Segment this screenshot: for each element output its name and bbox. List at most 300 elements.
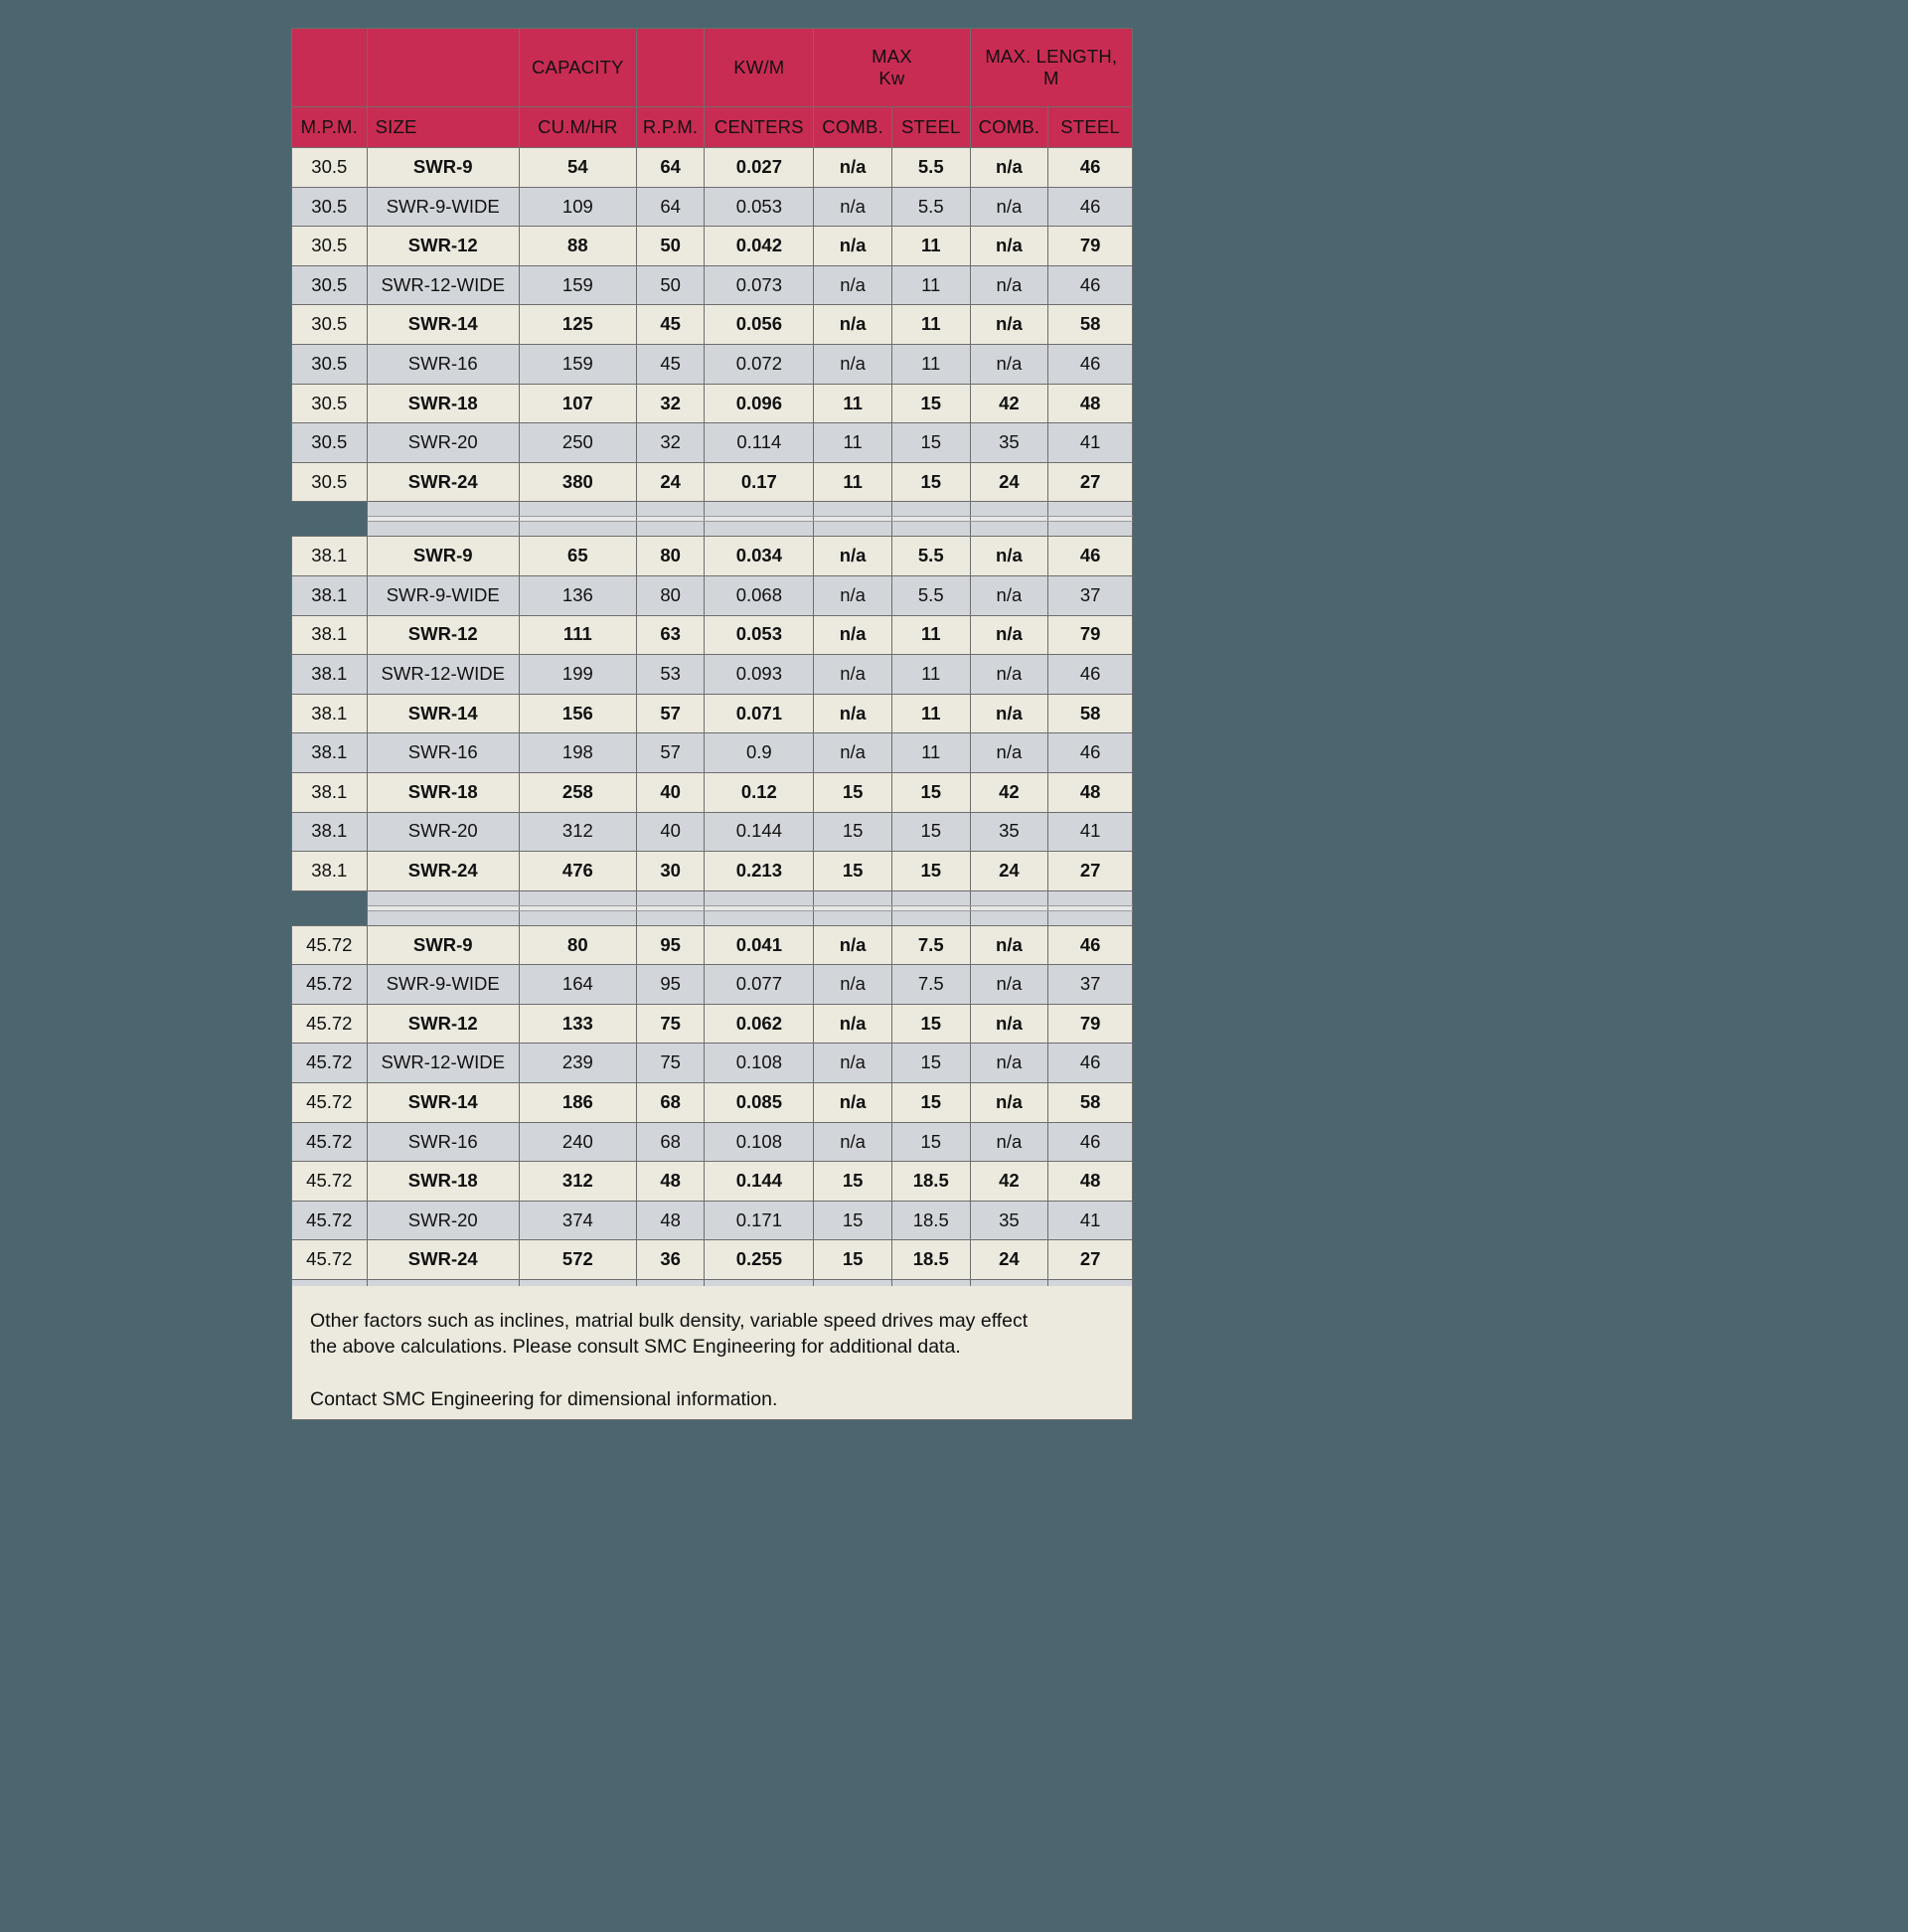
cell-kw-comb: n/a: [814, 537, 892, 576]
cell-rpm: 57: [636, 694, 705, 733]
cell-kw-comb: n/a: [814, 1004, 892, 1044]
separator-cell: [292, 522, 368, 537]
cell-rpm: 64: [636, 187, 705, 227]
header-capacity: CAPACITY: [519, 29, 636, 107]
cell-size: SWR-14: [367, 694, 519, 733]
separator-cell: [636, 522, 705, 537]
cell-capacity: 136: [519, 575, 636, 615]
table-row: [292, 812, 1133, 852]
cell-centers: 0.042: [705, 227, 814, 266]
cell-mpm: 38.1: [292, 575, 368, 615]
cell-capacity: 250: [519, 423, 636, 463]
block-separator: [292, 522, 1133, 537]
cell-rpm: 64: [636, 148, 705, 188]
cell-length-steel: 46: [1048, 265, 1133, 305]
header-max-length-line2: M: [1042, 68, 1059, 88]
cell-kw-comb: n/a: [814, 227, 892, 266]
cell-kw-steel: 11: [891, 265, 970, 305]
header-blank-size: [367, 29, 519, 107]
cell-length-steel: 46: [1048, 733, 1133, 773]
table-row: [292, 344, 1133, 384]
cell-length-steel: 37: [1048, 575, 1133, 615]
separator-cell: [519, 910, 636, 925]
cell-rpm: 36: [636, 1240, 705, 1280]
cell-length-comb: n/a: [970, 187, 1048, 227]
separator-cell: [891, 522, 970, 537]
separator-cell: [519, 522, 636, 537]
separator-cell: [367, 910, 519, 925]
cell-mpm: 45.72: [292, 1004, 368, 1044]
separator-cell: [814, 890, 892, 905]
table-row: [292, 1083, 1133, 1123]
separator-cell: [891, 502, 970, 517]
cell-size: SWR-9-WIDE: [367, 965, 519, 1005]
cell-rpm: 32: [636, 423, 705, 463]
cell-size: SWR-24: [367, 1240, 519, 1280]
cell-centers: 0.144: [705, 812, 814, 852]
cell-centers: 0.108: [705, 1044, 814, 1083]
cell-kw-comb: 15: [814, 1201, 892, 1240]
cell-centers: 0.053: [705, 615, 814, 655]
block-separator: [292, 502, 1133, 517]
cell-length-steel: 41: [1048, 812, 1133, 852]
cell-length-steel: 79: [1048, 615, 1133, 655]
header-rpm: R.P.M.: [636, 107, 705, 148]
cell-size: SWR-20: [367, 812, 519, 852]
cell-rpm: 57: [636, 733, 705, 773]
table-row: [292, 305, 1133, 345]
cell-kw-comb: n/a: [814, 655, 892, 695]
separator-cell: [891, 890, 970, 905]
cell-length-steel: 79: [1048, 1004, 1133, 1044]
header-max-length: [970, 29, 1132, 107]
cell-mpm: 30.5: [292, 265, 368, 305]
cell-capacity: 133: [519, 1004, 636, 1044]
cell-kw-steel: 15: [891, 812, 970, 852]
conveyor-capacity-table: [291, 28, 1133, 1315]
cell-size: SWR-14: [367, 305, 519, 345]
cell-kw-steel: 15: [891, 384, 970, 423]
separator-cell: [1048, 890, 1133, 905]
cell-length-comb: 24: [970, 852, 1048, 891]
cell-length-comb: n/a: [970, 965, 1048, 1005]
cell-mpm: 30.5: [292, 384, 368, 423]
separator-cell: [970, 522, 1048, 537]
separator-cell: [970, 910, 1048, 925]
cell-size: SWR-14: [367, 1083, 519, 1123]
cell-centers: 0.093: [705, 655, 814, 695]
separator-cell: [814, 502, 892, 517]
separator-cell: [705, 910, 814, 925]
separator-cell: [705, 522, 814, 537]
cell-size: SWR-24: [367, 462, 519, 502]
cell-kw-comb: n/a: [814, 575, 892, 615]
header-kw-comb: COMB.: [814, 107, 892, 148]
separator-cell: [636, 502, 705, 517]
header-mpm: M.P.M.: [292, 107, 368, 148]
cell-size: SWR-16: [367, 344, 519, 384]
cell-length-comb: n/a: [970, 148, 1048, 188]
cell-centers: 0.096: [705, 384, 814, 423]
cell-length-comb: n/a: [970, 694, 1048, 733]
spec-table-container: [291, 28, 1133, 1315]
table-row: [292, 462, 1133, 502]
notes-line-2: the above calculations. Please consult SMC Engineering for additional data.: [310, 1336, 961, 1359]
cell-capacity: 107: [519, 384, 636, 423]
cell-size: SWR-9: [367, 537, 519, 576]
cell-length-comb: n/a: [970, 537, 1048, 576]
header-length-steel: STEEL: [1048, 107, 1133, 148]
separator-cell: [367, 502, 519, 517]
cell-length-steel: 46: [1048, 925, 1133, 965]
cell-centers: 0.056: [705, 305, 814, 345]
cell-size: SWR-20: [367, 1201, 519, 1240]
cell-size: SWR-9: [367, 148, 519, 188]
cell-length-comb: 35: [970, 423, 1048, 463]
separator-cell: [292, 502, 368, 517]
cell-mpm: 30.5: [292, 187, 368, 227]
cell-mpm: 30.5: [292, 344, 368, 384]
cell-length-comb: n/a: [970, 925, 1048, 965]
cell-centers: 0.255: [705, 1240, 814, 1280]
cell-capacity: 88: [519, 227, 636, 266]
cell-mpm: 38.1: [292, 733, 368, 773]
table-row: [292, 575, 1133, 615]
cell-length-steel: 46: [1048, 537, 1133, 576]
cell-length-comb: n/a: [970, 1004, 1048, 1044]
cell-size: SWR-9-WIDE: [367, 575, 519, 615]
cell-length-comb: n/a: [970, 615, 1048, 655]
cell-capacity: 199: [519, 655, 636, 695]
separator-cell: [1048, 502, 1133, 517]
table-row: [292, 655, 1133, 695]
cell-rpm: 48: [636, 1162, 705, 1202]
cell-length-comb: n/a: [970, 265, 1048, 305]
cell-centers: 0.17: [705, 462, 814, 502]
cell-kw-comb: 15: [814, 1162, 892, 1202]
table-row: [292, 852, 1133, 891]
cell-kw-steel: 18.5: [891, 1240, 970, 1280]
cell-size: SWR-20: [367, 423, 519, 463]
cell-length-comb: n/a: [970, 1044, 1048, 1083]
cell-centers: 0.068: [705, 575, 814, 615]
cell-centers: 0.027: [705, 148, 814, 188]
cell-size: SWR-12-WIDE: [367, 655, 519, 695]
cell-capacity: 164: [519, 965, 636, 1005]
header-max-kw-line1: MAX: [872, 46, 912, 68]
cell-mpm: 38.1: [292, 537, 368, 576]
cell-length-steel: 48: [1048, 1162, 1133, 1202]
notes-panel: [291, 1286, 1133, 1420]
cell-kw-comb: n/a: [814, 615, 892, 655]
cell-size: SWR-12-WIDE: [367, 265, 519, 305]
table-row: [292, 615, 1133, 655]
cell-kw-comb: 11: [814, 384, 892, 423]
table-body: [292, 148, 1133, 1315]
cell-kw-steel: 7.5: [891, 965, 970, 1005]
cell-kw-steel: 15: [891, 1122, 970, 1162]
cell-kw-steel: 11: [891, 615, 970, 655]
cell-rpm: 53: [636, 655, 705, 695]
cell-length-steel: 58: [1048, 305, 1133, 345]
cell-kw-steel: 15: [891, 852, 970, 891]
cell-rpm: 75: [636, 1004, 705, 1044]
table-row: [292, 187, 1133, 227]
cell-capacity: 312: [519, 1162, 636, 1202]
cell-size: SWR-12: [367, 615, 519, 655]
cell-mpm: 45.72: [292, 1201, 368, 1240]
separator-cell: [1048, 910, 1133, 925]
header-max-length-line1: MAX. LENGTH,: [985, 46, 1118, 68]
cell-size: SWR-9-WIDE: [367, 187, 519, 227]
cell-kw-steel: 15: [891, 423, 970, 463]
cell-mpm: 30.5: [292, 462, 368, 502]
cell-rpm: 68: [636, 1122, 705, 1162]
cell-centers: 0.053: [705, 187, 814, 227]
cell-kw-comb: n/a: [814, 925, 892, 965]
cell-mpm: 30.5: [292, 423, 368, 463]
cell-length-comb: n/a: [970, 227, 1048, 266]
cell-mpm: 30.5: [292, 305, 368, 345]
cell-length-comb: 42: [970, 1162, 1048, 1202]
notes-paragraph-2: [310, 1386, 1114, 1412]
separator-cell: [636, 890, 705, 905]
header-size: SIZE: [367, 107, 519, 148]
cell-length-steel: 46: [1048, 1122, 1133, 1162]
header-blank-mpm: [292, 29, 368, 107]
cell-centers: 0.062: [705, 1004, 814, 1044]
cell-mpm: 45.72: [292, 1162, 368, 1202]
cell-rpm: 40: [636, 772, 705, 812]
cell-kw-steel: 18.5: [891, 1162, 970, 1202]
cell-capacity: 125: [519, 305, 636, 345]
cell-rpm: 40: [636, 812, 705, 852]
header-centers: CENTERS: [705, 107, 814, 148]
cell-length-comb: n/a: [970, 344, 1048, 384]
cell-centers: 0.072: [705, 344, 814, 384]
header-sub-row: [292, 107, 1133, 148]
cell-centers: 0.085: [705, 1083, 814, 1123]
cell-capacity: 109: [519, 187, 636, 227]
separator-cell: [519, 890, 636, 905]
cell-mpm: 30.5: [292, 227, 368, 266]
header-max-kw: [814, 29, 970, 107]
cell-kw-comb: n/a: [814, 187, 892, 227]
cell-length-comb: 24: [970, 1240, 1048, 1280]
notes-paragraph-1: [310, 1308, 1114, 1361]
cell-centers: 0.034: [705, 537, 814, 576]
cell-length-comb: 42: [970, 772, 1048, 812]
cell-centers: 0.171: [705, 1201, 814, 1240]
cell-kw-comb: n/a: [814, 733, 892, 773]
separator-cell: [367, 522, 519, 537]
separator-cell: [292, 890, 368, 905]
cell-mpm: 38.1: [292, 615, 368, 655]
table-row: [292, 925, 1133, 965]
cell-mpm: 38.1: [292, 852, 368, 891]
cell-mpm: 38.1: [292, 655, 368, 695]
cell-length-comb: 35: [970, 1201, 1048, 1240]
cell-size: SWR-18: [367, 1162, 519, 1202]
cell-length-steel: 48: [1048, 384, 1133, 423]
table-row: [292, 423, 1133, 463]
separator-cell: [891, 910, 970, 925]
cell-rpm: 95: [636, 965, 705, 1005]
cell-capacity: 240: [519, 1122, 636, 1162]
cell-size: SWR-12: [367, 227, 519, 266]
separator-cell: [1048, 522, 1133, 537]
cell-length-steel: 58: [1048, 1083, 1133, 1123]
cell-length-steel: 46: [1048, 148, 1133, 188]
cell-kw-steel: 15: [891, 772, 970, 812]
cell-length-comb: 24: [970, 462, 1048, 502]
table-row: [292, 265, 1133, 305]
cell-capacity: 186: [519, 1083, 636, 1123]
cell-centers: 0.108: [705, 1122, 814, 1162]
cell-centers: 0.077: [705, 965, 814, 1005]
cell-kw-comb: n/a: [814, 1083, 892, 1123]
cell-length-steel: 27: [1048, 1240, 1133, 1280]
table-row: [292, 733, 1133, 773]
cell-rpm: 45: [636, 305, 705, 345]
cell-size: SWR-18: [367, 772, 519, 812]
cell-rpm: 50: [636, 265, 705, 305]
cell-kw-steel: 15: [891, 462, 970, 502]
cell-size: SWR-18: [367, 384, 519, 423]
table-row: [292, 148, 1133, 188]
cell-kw-steel: 11: [891, 655, 970, 695]
cell-kw-comb: n/a: [814, 694, 892, 733]
cell-kw-comb: 15: [814, 852, 892, 891]
separator-cell: [636, 910, 705, 925]
cell-length-steel: 46: [1048, 344, 1133, 384]
cell-rpm: 75: [636, 1044, 705, 1083]
notes-line-3: Contact SMC Engineering for dimensional information.: [310, 1387, 778, 1410]
cell-mpm: 45.72: [292, 965, 368, 1005]
cell-capacity: 80: [519, 925, 636, 965]
cell-mpm: 45.72: [292, 925, 368, 965]
cell-capacity: 312: [519, 812, 636, 852]
cell-kw-comb: 15: [814, 812, 892, 852]
cell-capacity: 380: [519, 462, 636, 502]
separator-cell: [814, 910, 892, 925]
cell-rpm: 50: [636, 227, 705, 266]
cell-kw-steel: 11: [891, 344, 970, 384]
cell-kw-steel: 11: [891, 227, 970, 266]
cell-centers: 0.144: [705, 1162, 814, 1202]
cell-kw-steel: 15: [891, 1004, 970, 1044]
cell-length-steel: 58: [1048, 694, 1133, 733]
header-kwm: KW/M: [705, 29, 814, 107]
table-row: [292, 227, 1133, 266]
cell-kw-comb: n/a: [814, 965, 892, 1005]
cell-size: SWR-12: [367, 1004, 519, 1044]
cell-size: SWR-9: [367, 925, 519, 965]
table-row: [292, 1122, 1133, 1162]
header-max-kw-line2: Kw: [878, 68, 905, 88]
cell-kw-steel: 5.5: [891, 148, 970, 188]
cell-kw-comb: n/a: [814, 148, 892, 188]
cell-rpm: 80: [636, 575, 705, 615]
cell-rpm: 30: [636, 852, 705, 891]
cell-capacity: 258: [519, 772, 636, 812]
cell-capacity: 374: [519, 1201, 636, 1240]
cell-length-comb: 35: [970, 812, 1048, 852]
cell-kw-comb: n/a: [814, 305, 892, 345]
cell-rpm: 63: [636, 615, 705, 655]
cell-mpm: 45.72: [292, 1122, 368, 1162]
cell-length-steel: 27: [1048, 462, 1133, 502]
table-row: [292, 694, 1133, 733]
cell-mpm: 30.5: [292, 148, 368, 188]
cell-kw-comb: 11: [814, 423, 892, 463]
cell-length-comb: n/a: [970, 575, 1048, 615]
block-separator: [292, 910, 1133, 925]
separator-cell: [367, 890, 519, 905]
cell-rpm: 80: [636, 537, 705, 576]
cell-kw-comb: 11: [814, 462, 892, 502]
cell-kw-steel: 15: [891, 1083, 970, 1123]
cell-length-comb: n/a: [970, 305, 1048, 345]
cell-centers: 0.114: [705, 423, 814, 463]
cell-kw-steel: 5.5: [891, 575, 970, 615]
table-row: [292, 537, 1133, 576]
cell-mpm: 45.72: [292, 1083, 368, 1123]
cell-rpm: 24: [636, 462, 705, 502]
cell-length-steel: 27: [1048, 852, 1133, 891]
cell-centers: 0.12: [705, 772, 814, 812]
table-row: [292, 1201, 1133, 1240]
cell-kw-steel: 18.5: [891, 1201, 970, 1240]
cell-length-comb: 42: [970, 384, 1048, 423]
cell-capacity: 198: [519, 733, 636, 773]
cell-kw-steel: 11: [891, 694, 970, 733]
cell-length-steel: 79: [1048, 227, 1133, 266]
cell-length-steel: 46: [1048, 187, 1133, 227]
header-blank-rpm: [636, 29, 705, 107]
table-row: [292, 1240, 1133, 1280]
cell-kw-steel: 15: [891, 1044, 970, 1083]
cell-mpm: 45.72: [292, 1044, 368, 1083]
table-row: [292, 384, 1133, 423]
cell-length-steel: 48: [1048, 772, 1133, 812]
cell-kw-comb: n/a: [814, 1122, 892, 1162]
table-header: [292, 29, 1133, 148]
cell-capacity: 159: [519, 265, 636, 305]
cell-length-comb: n/a: [970, 1083, 1048, 1123]
cell-capacity: 159: [519, 344, 636, 384]
cell-kw-comb: 15: [814, 772, 892, 812]
separator-cell: [705, 502, 814, 517]
cell-size: SWR-24: [367, 852, 519, 891]
block-separator: [292, 890, 1133, 905]
cell-rpm: 32: [636, 384, 705, 423]
separator-cell: [519, 502, 636, 517]
cell-capacity: 476: [519, 852, 636, 891]
cell-capacity: 111: [519, 615, 636, 655]
separator-cell: [970, 502, 1048, 517]
cell-mpm: 38.1: [292, 772, 368, 812]
separator-cell: [705, 890, 814, 905]
cell-mpm: 38.1: [292, 694, 368, 733]
cell-centers: 0.041: [705, 925, 814, 965]
cell-kw-comb: n/a: [814, 344, 892, 384]
cell-capacity: 239: [519, 1044, 636, 1083]
separator-cell: [970, 890, 1048, 905]
separator-cell: [814, 522, 892, 537]
cell-length-steel: 41: [1048, 1201, 1133, 1240]
header-kw-steel: STEEL: [891, 107, 970, 148]
